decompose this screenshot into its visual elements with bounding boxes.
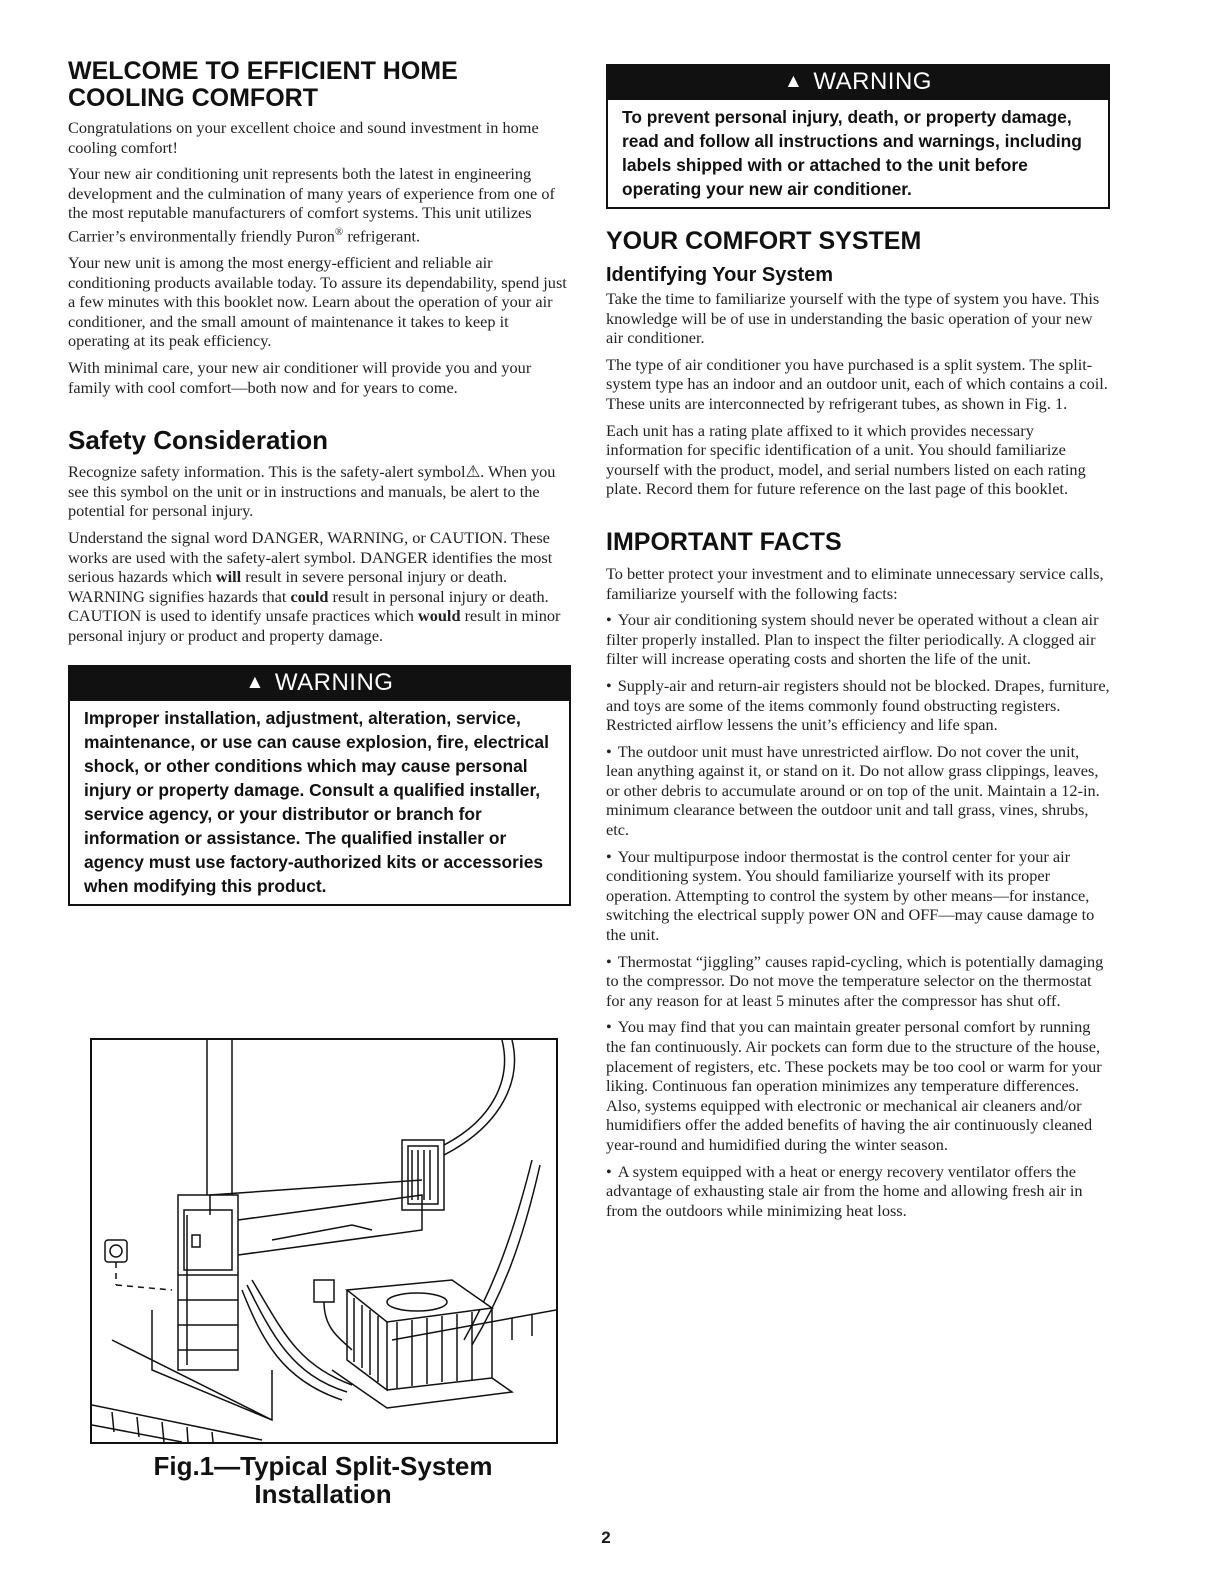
list-item <box>606 742 1110 840</box>
bullet: • <box>606 675 612 695</box>
list-item <box>606 610 1110 669</box>
welcome-paragraph-1: Congratulations on your excellent choice and sound investment in home cooling comfort! <box>68 118 539 157</box>
welcome-paragraph-4: With minimal care, your new air conditioner will provide you and your family with cool comfort—both now and for years to come. <box>68 357 532 397</box>
figure-caption-line-2: Installation <box>254 1479 392 1509</box>
comfort-paragraph-1: Take the time to familiarize yourself with the type of system you have. This knowledge will be of use in understanding the basic operation of your new air conditioner. <box>606 289 1100 348</box>
warning-header <box>608 66 1108 100</box>
comfort-paragraph-2: The type of air conditioner you have purchased is a split system. The split-system type has an indoor and an outdoor unit, each of which contains a coil. These units are interconnected by refrigerant tubes, as shown in Fig. 1. <box>606 354 1108 413</box>
bullet: • <box>606 846 612 866</box>
safety-paragraph-1: Recognize safety information. This is the safety-alert symbol⚠. When you see this symbol on the unit or in instructions and manuals, be alert to the potential for personal injury. <box>68 462 556 521</box>
safety-will: will <box>215 567 242 587</box>
page-number: 2 <box>601 1528 611 1547</box>
bullet: • <box>606 951 612 971</box>
outdoor-unit-top <box>347 1280 492 1322</box>
warning-header-label: WARNING <box>274 669 394 697</box>
welcome-paragraph-2 <box>68 164 571 246</box>
welcome-paragraph-3: Your new unit is among the most energy-efficient and reliable air conditioning products available today. To assure its dependability, spend just a few minutes with this booklet now. Learn about the operation of your air conditioner, and the small amount of maintenance it takes to keep it operating at its peak efficiency. <box>68 252 567 351</box>
split-system-illustration <box>90 1038 558 1444</box>
warning-header <box>70 667 569 701</box>
safety-p2-c: result in personal injury or death. CAUTION is used to identify unsafe practices which <box>68 586 549 626</box>
warning-box-installation <box>68 665 571 906</box>
list-item <box>606 1017 1110 1154</box>
list-item <box>606 952 1110 1011</box>
warning-triangle-icon: ▲ <box>245 672 265 694</box>
safety-would: would <box>417 606 461 626</box>
warning-body: Improper installation, adjustment, alteration, service, maintenance, or use can cause explosion, fire, electrical shock, or other conditions which may cause personal injury or property damage. Consult a qualified installer, service agency, or your distributor or branch for information or assistance. The qualified installer or agency must use factory-authorized kits or accessories when modifying this product. <box>84 708 549 897</box>
safety-p2-a: Understand the signal word DANGER, WARNING, or CAUTION. These works are used with the safety-alert symbol. DANGER identifies the most serious hazards which <box>68 527 553 587</box>
fact-text: The outdoor unit must have unrestricted airflow. Do not cover the unit, lean anything against it, or stand on it. Do not allow grass clippings, leaves, or other debris to accumulate around or on top of the unit. Maintain a 12-in. minimum clearance between the outdoor unit and tall grass, vines, shrubs, etc. <box>606 741 1100 840</box>
safety-paragraph-2 <box>68 528 571 646</box>
right-column <box>606 64 1110 1227</box>
left-column <box>68 58 571 906</box>
warning-triangle-icon: ▲ <box>784 71 804 92</box>
thermostat <box>105 1240 127 1262</box>
important-facts-title: IMPORTANT FACTS <box>606 527 842 556</box>
fact-text: Thermostat “jiggling” causes rapid-cycling, which is potentially damaging to the compressor. Do not move the temperature selector on the thermostat for any reason for at least 5 minutes after the compressor has shut off. <box>606 951 1104 1010</box>
warning-box-general <box>606 64 1110 209</box>
warning-body: To prevent personal injury, death, or property damage, read and follow all instructions and warnings, including labels shipped with or attached to the unit before operating your new air conditioner. <box>622 107 1082 199</box>
identifying-system-subtitle: Identifying Your System <box>606 264 834 286</box>
welcome-title: WELCOME TO EFFICIENT HOME COOLING COMFORT <box>68 57 458 112</box>
safety-p2-b: result in severe personal injury or death. WARNING signifies hazards that <box>68 567 508 606</box>
fact-text: Your multipurpose indoor thermostat is the control center for your air conditioning system. You should familiarize yourself with its proper operation. Attempting to control the system by other means—for instance, switching the electrical supply power ON and OFF—may cause damage to the unit. <box>606 846 1095 945</box>
bullet: • <box>606 741 612 761</box>
welcome-paragraph-2-text: Your new air conditioning unit represents both the latest in engineering development and the culmination of many years of experience from one of the most reputable manufacturers of comfort systems. This unit utilizes Carrier’s environmentally friendly Puron <box>68 164 555 246</box>
fact-text: You may find that you can maintain greater personal comfort by running the fan continuously. Air pockets can form due to the structure of the house, placement of registers, etc. These pockets may be too cool or warm for your liking. Continuous fan operation minimizes any temperature differences. Also, systems equipped with electronic or mechanical air cleaners and/or humidifiers offer the added benefits of having the air continuously cleaned year-round and humidified during the winter season. <box>606 1017 1102 1154</box>
facts-list <box>606 610 1110 1220</box>
figure-caption <box>90 1452 556 1508</box>
comfort-paragraph-3: Each unit has a rating plate affixed to it which provides necessary information for specific identification of a unit. You should familiarize yourself with the product, model, and serial numbers listed on each rating plate. Record them for future reference on the last page of this booklet. <box>606 420 1086 499</box>
bullet: • <box>606 1161 612 1181</box>
registered-mark: ® <box>334 225 344 238</box>
fact-text: Supply-air and return-air registers should not be blocked. Drapes, furniture, and toys are some of the items commonly found obstructing registers. Restricted airflow lessens the unit’s efficiency and life span. <box>606 675 1110 735</box>
list-item <box>606 847 1110 945</box>
fact-text: Your air conditioning system should never be operated without a clean air filter properly installed. Plan to inspect the filter periodically. A clogged air filter will increase operating costs and shorten the life of the unit. <box>606 610 1099 669</box>
fact-text: A system equipped with a heat or energy recovery ventilator offers the advantage of exhausting stale air from the home and allowing fresh air in from the outdoors while minimizing heat loss. <box>606 1161 1083 1220</box>
safety-p2-d: result in minor personal injury or product and property damage. <box>68 606 561 645</box>
safety-could: could <box>290 586 329 606</box>
list-item <box>606 1162 1110 1221</box>
bullet: • <box>606 610 612 630</box>
safety-title: Safety Consideration <box>68 425 329 456</box>
installation-diagram <box>92 1040 556 1442</box>
facts-intro: To better protect your investment and to eliminate unnecessary service calls, familiarize yourself with the following facts: <box>606 563 1104 603</box>
welcome-paragraph-2-end: refrigerant. <box>343 226 421 246</box>
warning-header-label: WARNING <box>813 68 932 95</box>
figure-caption-line-1: Fig.1—Typical Split-System <box>153 1451 493 1481</box>
comfort-system-title: YOUR COMFORT SYSTEM <box>606 227 922 255</box>
disconnect-box <box>314 1280 334 1302</box>
list-item <box>606 676 1110 735</box>
bullet: • <box>606 1017 612 1037</box>
